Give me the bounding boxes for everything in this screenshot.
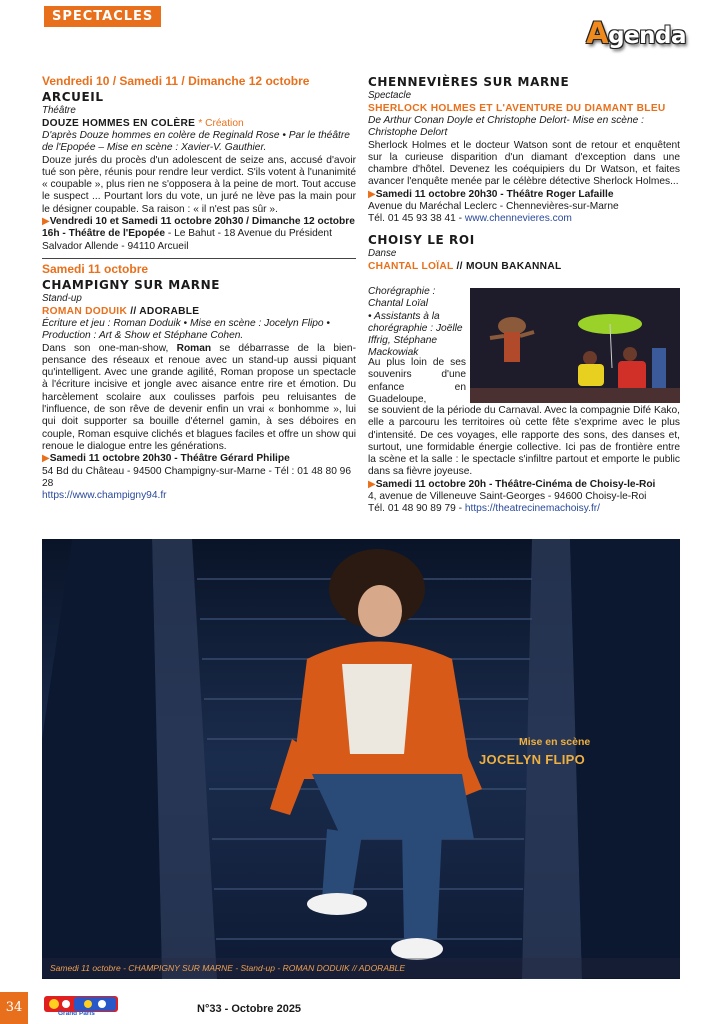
event-description (42, 343, 356, 454)
agenda-logo-rest: genda (608, 23, 686, 49)
description-name: Roman (176, 342, 212, 354)
event-credits: De Arthur Conan Doyle et Christophe Delort- Mise en scène : Christophe Delort (368, 115, 644, 139)
venue-phone: Tél. 01 45 93 38 41 - (368, 213, 465, 225)
creation-tag: * Création (198, 118, 244, 129)
title-separator: // (127, 305, 140, 317)
event-genre: Théâtre (42, 105, 76, 116)
venue-schedule: Samedi 11 octobre 20h - Théâtre-Cinéma de Choisy-le-Roi (375, 478, 656, 490)
venue-schedule: Vendredi 10 et Samedi 11 octobre 20h30 / Dimanche 12 octobre 16h - Théâtre de l'Epopée (42, 216, 355, 240)
event-title: DOUZE HOMMES EN COLÈRE (42, 118, 196, 129)
event-description: Douze jurés du procès d'un adolescent de seize ans, accusé d'avoir tué son père, réunis pour rendre leur verdict. S'ils votent à l'unanimité « coupable », plus rien ne s'opposera à la peine de mort. Tout accuse le suspect ... Pourtant lors du vote, un juré ne lève pas la main pour le désigner coupable. Sa raison : « il n'est pas sûr ». (42, 154, 356, 215)
venue-website-link[interactable]: https://theatrecinemachoisy.fr/ (464, 503, 600, 515)
page-number: 34 (0, 992, 28, 1024)
section-tab: SPECTACLES (44, 6, 161, 27)
event-description: Sherlock Holmes et le docteur Watson sont de retour et enquêtent sur la curieuse disparition d'un diamant d'exception dans une chambre d'hôtel. Devenez les coéquipiers du Dr Watson, et faites avancer l'enquête menée par le célèbre détective Sherlock Holmes... (368, 139, 680, 188)
event-genre: Stand-up (42, 292, 82, 304)
event-credits: Chorégraphie : Chantal Loïal (368, 286, 436, 310)
play-arrow-icon: ▶ (42, 216, 50, 228)
photo-credit-label: Mise en scène (519, 736, 591, 748)
event-venue (368, 479, 680, 491)
event-genre: Danse (368, 247, 397, 259)
event-credits-assistants: • Assistants à la chorégraphie : Joëlle Iffrig, Stéphane Mackowiak (368, 310, 463, 359)
left-column (42, 74, 356, 502)
agenda-logo (586, 16, 686, 50)
venue-contact (368, 503, 680, 515)
event-city: CHENNEVIÈRES SUR MARNE (368, 75, 570, 89)
event-title-line (42, 117, 356, 130)
venue-address: 54 Bd du Château - 94500 Champigny-sur-Marne - Tél : 01 48 80 96 28 (42, 465, 352, 489)
event-choisy-header (368, 232, 680, 273)
event-city: CHOISY LE ROI (368, 232, 475, 247)
venue-address: - Le Bahut - 18 Avenue du Président Salvador Allende - 94110 Arcueil (42, 228, 332, 252)
event-city: ARCUEIL (42, 90, 104, 104)
photo-caption: Samedi 11 octobre - CHAMPIGNY SUR MARNE - Stand-up - ROMAN DODUIK // ADORABLE (42, 958, 680, 978)
venue-phone: Tél. 01 48 90 89 79 - (368, 503, 465, 515)
agenda-logo-initial: A (586, 16, 609, 50)
venue-address: Avenue du Maréchal Leclerc - Chennevières-sur-Marne (368, 201, 619, 213)
event-date: Samedi 11 octobre (42, 261, 149, 276)
event-title: SHERLOCK HOLMES ET L'AVENTURE DU DIAMANT BLEU (368, 103, 666, 114)
choisy-side-text (368, 286, 466, 360)
venue-address: 4, avenue de Villeneuve Saint-Georges - 94600 Choisy-le-Roi (368, 491, 647, 503)
description-rest: se débarrasse de la bien-pensance des réseaux et renoue avec un stand-up aussi piquant qu'intelligent. Avec une grande agilité, Roman propose un spectacle à l'écriture incisive et jongle avec aisance entre rire et émotion. Du harcèlement scolaire aux coulisses parfois peu reluisantes de l'influence, de son rêve de devenir enfin un vrai « bonhomme », lui qui doit supporter sa bouille d'éternel gamin, à ses déboires en couple, Roman esquive clichés et blagues faciles et offre un show qui renoue le dialogue entre les générations. (42, 342, 356, 452)
event-city: CHAMPIGNY SUR MARNE (42, 277, 221, 292)
title-separator: // (453, 260, 466, 272)
event-artist: CHANTAL LOÏAL (368, 260, 454, 272)
logo-subtitle: Grand Paris (58, 1010, 95, 1017)
event-genre: Spectacle (368, 90, 412, 101)
issue-info: N°33 - Octobre 2025 (197, 1003, 302, 1015)
event-chennevieres (368, 74, 680, 226)
magazine-logo (44, 996, 118, 1020)
play-arrow-icon: ▶ (368, 188, 376, 200)
venue-schedule: Samedi 11 octobre 20h30 - Théâtre Roger Lafaille (375, 188, 614, 200)
event-description: se souvient de la période du Carnaval. Avec la compagnie Difé Kako, elle a parcouru les territoires où cette fête s'exprime avec le plus d'intensité. De ces voyages, elle rapporte des sons, des danses et, surtout, une formidable énergie collective. Ici pas de frontière entre la scène et la salle : le spectacle s'infiltre partout et emporte le public dans sa fièvre joyeuse. (368, 405, 680, 478)
venue-schedule: Samedi 11 octobre 20h30 - Théâtre Gérard Philipe (49, 453, 290, 465)
event-title: ADORABLE (139, 305, 200, 317)
event-venue (42, 216, 356, 253)
event-artist: ROMAN DODUIK (42, 305, 128, 317)
event-title-line (42, 305, 356, 318)
event-date: Vendredi 10 / Samedi 11 / Dimanche 12 octobre (42, 74, 310, 88)
event-credits: D'après Douze hommes en colère de Reginald Rose • Par le théâtre de l'Epopée – Mise en scène : Xavier-V. Gauthier. (42, 130, 350, 154)
venue-website-link[interactable]: https://www.champigny94.fr (42, 490, 167, 502)
event-champigny (42, 262, 356, 502)
event-title-line (368, 260, 680, 273)
venue-website-link[interactable]: www.chennevieres.com (464, 213, 572, 225)
play-arrow-icon: ▶ (42, 453, 50, 465)
event-credits: Écriture et jeu : Roman Doduik • Mise en scène : Jocelyn Flipo • Production : Art & Show et Stéphane Cohen. (42, 317, 330, 342)
play-arrow-icon: ▶ (368, 478, 376, 490)
photo-credit-name: JOCELYN FLIPO (479, 752, 585, 767)
event-title: MOUN BAKANNAL (465, 260, 562, 272)
dance-photo-illustration (470, 288, 680, 403)
venue-contact (368, 213, 680, 225)
right-column (368, 74, 680, 273)
event-arcueil (42, 74, 356, 253)
dance-performance-photo (470, 288, 680, 403)
event-venue (368, 189, 680, 201)
description-start: Au plus loin de ses souvenirs d'une enfance en Guadeloupe, (368, 357, 466, 405)
description-start: Dans son one-man-show, (42, 342, 177, 354)
event-venue (42, 453, 356, 465)
divider (42, 258, 356, 259)
